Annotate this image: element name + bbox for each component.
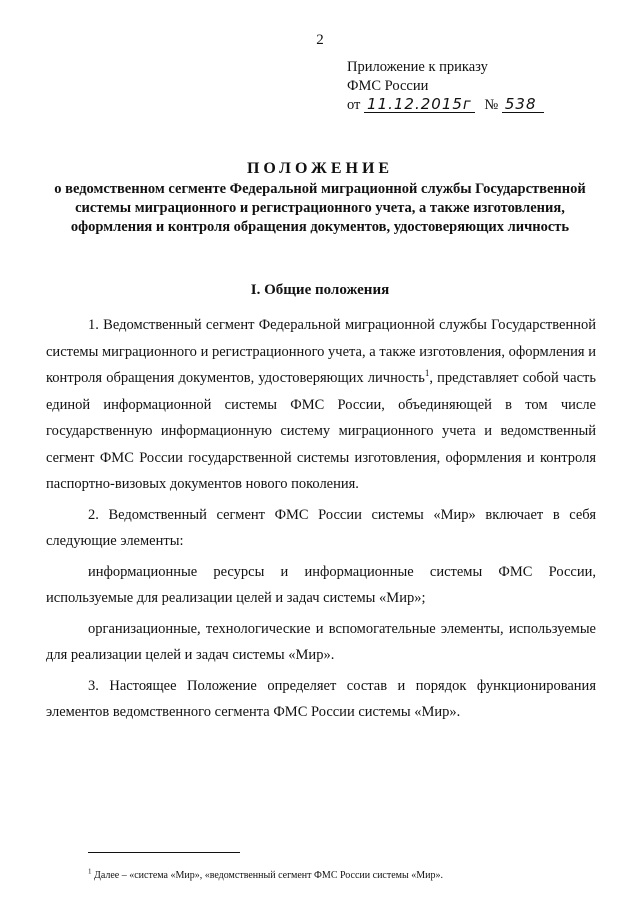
- page-number: 2: [316, 32, 324, 48]
- footnote-marker: 1: [88, 867, 92, 876]
- annex-line-2: ФМС России: [347, 78, 429, 94]
- annex-number-label: №: [484, 97, 499, 113]
- annex-block: [347, 58, 544, 115]
- annex-line-1: Приложение к приказу: [347, 59, 488, 75]
- annex-date-handwritten: 11.12.2015г: [364, 96, 475, 113]
- document-title: ПОЛОЖЕНИЕ: [246, 160, 394, 177]
- paragraph-1: [46, 312, 596, 498]
- title-block: [40, 160, 600, 237]
- footnote-text: Далее – «система «Мир», «ведомственный сегмент ФМС России системы «Мир».: [91, 870, 443, 881]
- paragraph-4: организационные, технологические и вспомогательные элементы, используемые для реализации целей и задач системы «Мир».: [46, 620, 596, 663]
- paragraph-2: 2. Ведомственный сегмент ФМС России системы «Мир» включает в себя следующие элементы:: [46, 506, 596, 549]
- footnote-divider: [88, 852, 240, 853]
- paragraph-1-text-b: , представляет собой часть единой информационной системы ФМС России, объединяющей в том числе государственную информационную систему миграционного учета и ведомственный сегмент ФМС России государственной системы изготовления, оформления и контроля паспортно-визовых документов нового поколения.: [46, 370, 596, 492]
- paragraph-5: 3. Настоящее Положение определяет состав и порядок функционирования элементов ведомственного сегмента ФМС России системы «Мир».: [46, 677, 596, 720]
- section-heading: I. Общие положения: [250, 282, 390, 298]
- body-text: [46, 312, 596, 730]
- annex-from-label: от: [347, 97, 361, 113]
- paragraph-1-text-a: 1. Ведомственный сегмент Федеральной миграционной службы Государственной системы миграционного и регистрационного учета, а также изготовления, оформления и контроля обращения документов, удостоверяющих личность: [46, 317, 596, 386]
- document-subtitle: о ведомственном сегменте Федеральной миграционной службы Государственной системы миграционного и регистрационного учета, а также изготовления, оформления и контроля обращения документов, удостоверяющих личность: [54, 181, 586, 235]
- footnote-ref: 1: [424, 368, 430, 379]
- paragraph-3: информационные ресурсы и информационные системы ФМС России, используемые для реализации целей и задач системы «Мир»;: [46, 563, 596, 606]
- annex-date-number-line: [347, 96, 544, 115]
- annex-number-handwritten: 538: [502, 96, 544, 113]
- footnote: [88, 867, 443, 881]
